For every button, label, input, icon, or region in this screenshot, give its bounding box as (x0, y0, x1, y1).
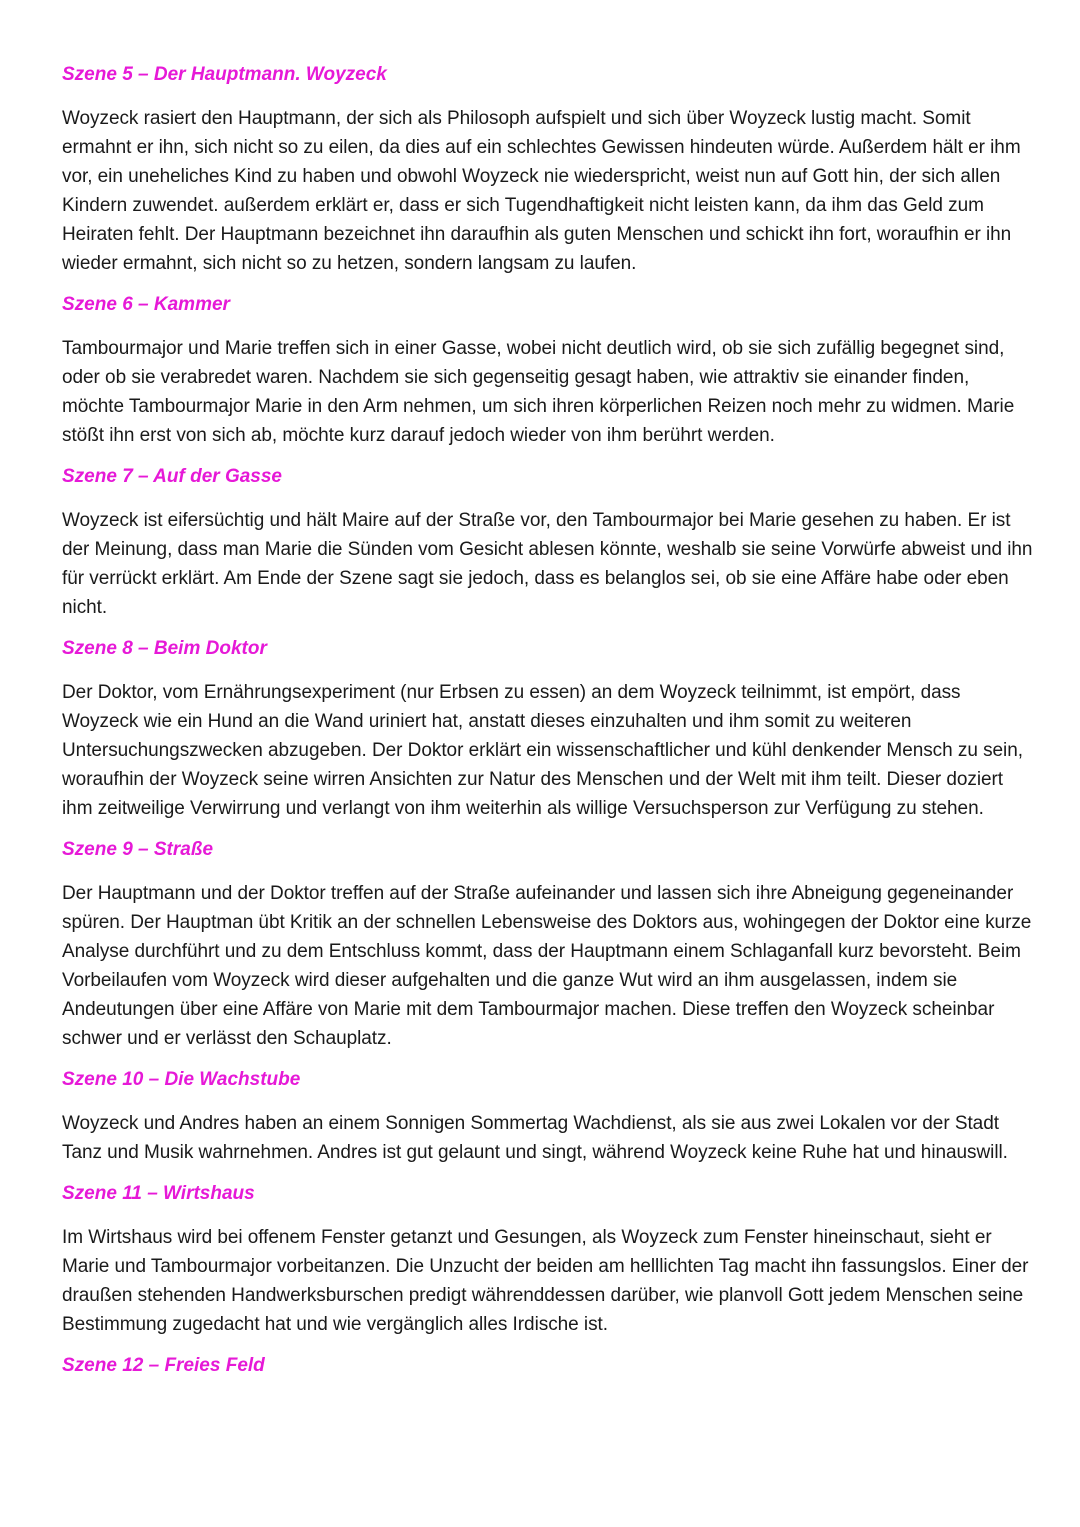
scene-heading: Szene 8 – Beim Doktor (62, 638, 267, 659)
scene-11 (62, 1181, 1034, 1339)
scene-summary: Der Doktor, vom Ernährungsexperiment (nur Erbsen zu essen) an dem Woyzeck teilnimmt, ist empört, dass Woyzeck wie ein Hund an die Wand uriniert hat, anstatt dieses einzuhalten und ihm somit zu weiteren Untersuchungszwecken abzugeben. Der Doktor erklärt ein wissenschaftlicher und kühl denkender Mensch zu sein, woraufhin der Woyzeck seine wirren Ansichten zur Natur des Menschen und der Welt mit ihm teilt. Dieser doziert ihm zeitweilige Verwirrung und verlangt von ihm weiterhin als willige Versuchsperson zur Verfügung zu stehen. (62, 682, 1023, 819)
scene-heading: Szene 12 – Freies Feld (62, 1355, 265, 1376)
document-page (62, 62, 1034, 1395)
scene-heading: Szene 10 – Die Wachstube (62, 1069, 301, 1090)
scene-7 (62, 464, 1034, 622)
scene-heading: Szene 9 – Straße (62, 839, 214, 860)
scene-5 (62, 62, 1034, 278)
scene-heading: Szene 11 – Wirtshaus (62, 1183, 255, 1204)
scene-summary: Woyzeck ist eifersüchtig und hält Maire auf der Straße vor, den Tambourmajor bei Marie gesehen zu haben. Er ist der Meinung, dass man Marie die Sünden vom Gesicht ablesen könnte, weshalb sie seine Vorwürfe abweist und ihn für verrückt erklärt. Am Ende der Szene sagt sie jedoch, dass es belanglos sei, ob sie eine Affäre habe oder eben nicht. (62, 510, 1033, 618)
scene-summary: Tambourmajor und Marie treffen sich in einer Gasse, wobei nicht deutlich wird, ob sie sich zufällig begegnet sind, oder ob sie verabredet waren. Nachdem sie sich gegenseitig gesagt haben, wie attraktiv sie einander finden, möchte Tambourmajor Marie in den Arm nehmen, um sich ihren körperlichen Reizen noch mehr zu widmen. Marie stößt ihn erst von sich ab, möchte kurz darauf jedoch wieder von ihm berührt werden. (62, 338, 1015, 446)
scene-heading: Szene 6 – Kammer (62, 294, 230, 315)
scene-8 (62, 636, 1034, 823)
scene-heading: Szene 7 – Auf der Gasse (62, 466, 283, 487)
scene-6 (62, 292, 1034, 450)
scene-summary: Der Hauptmann und der Doktor treffen auf der Straße aufeinander und lassen sich ihre Abneigung gegeneinander spüren. Der Hauptman übt Kritik an der schnellen Lebensweise des Doktors aus, wohingegen der Doktor eine kurze Analyse durchführt und zu dem Entschluss kommt, dass der Hauptmann einem Schlaganfall kurz bevorsteht. Beim Vorbeilaufen vom Woyzeck wird dieser aufgehalten und die ganze Wut wird an ihm ausgelassen, indem sie Andeutungen über eine Affäre von Marie mit dem Tambourmajor machen. Diese treffen den Woyzeck scheinbar schwer und er verlässt den Schauplatz. (62, 883, 1032, 1049)
scene-heading: Szene 5 – Der Hauptmann. Woyzeck (62, 64, 387, 85)
scene-12 (62, 1353, 1034, 1379)
scene-summary: Woyzeck und Andres haben an einem Sonnigen Sommertag Wachdienst, als sie aus zwei Lokalen vor der Stadt Tanz und Musik wahrnehmen. Andres ist gut gelaunt und singt, während Woyzeck keine Ruhe hat und hinauswill. (62, 1113, 1008, 1163)
scene-10 (62, 1067, 1034, 1167)
scene-9 (62, 837, 1034, 1053)
scene-summary: Im Wirtshaus wird bei offenem Fenster getanzt und Gesungen, als Woyzeck zum Fenster hineinschaut, sieht er Marie und Tambourmajor vorbeitanzen. Die Unzucht der beiden am helllichten Tag macht ihn fassungslos. Einer der draußen stehenden Handwerksburschen predigt währenddessen darüber, wie planvoll Gott jedem Menschen seine Bestimmung zugedacht hat und wie vergänglich alles Irdische ist. (62, 1227, 1029, 1335)
scene-summary: Woyzeck rasiert den Hauptmann, der sich als Philosoph aufspielt und sich über Woyzeck lustig macht. Somit ermahnt er ihn, sich nicht so zu eilen, da dies auf ein schlechtes Gewissen hindeuten würde. Außerdem hält er ihm vor, ein uneheliches Kind zu haben und obwohl Woyzeck nie wiederspricht, weist nun auf Gott hin, der sich allen Kindern zuwendet. außerdem erklärt er, dass er sich Tugendhaftigkeit nicht leisten kann, da ihm das Geld zum Heiraten fehlt. Der Hauptmann bezeichnet ihn daraufhin als guten Menschen und schickt ihn fort, woraufhin er ihn wieder ermahnt, sich nicht so zu hetzen, sondern langsam zu laufen. (62, 108, 1021, 274)
